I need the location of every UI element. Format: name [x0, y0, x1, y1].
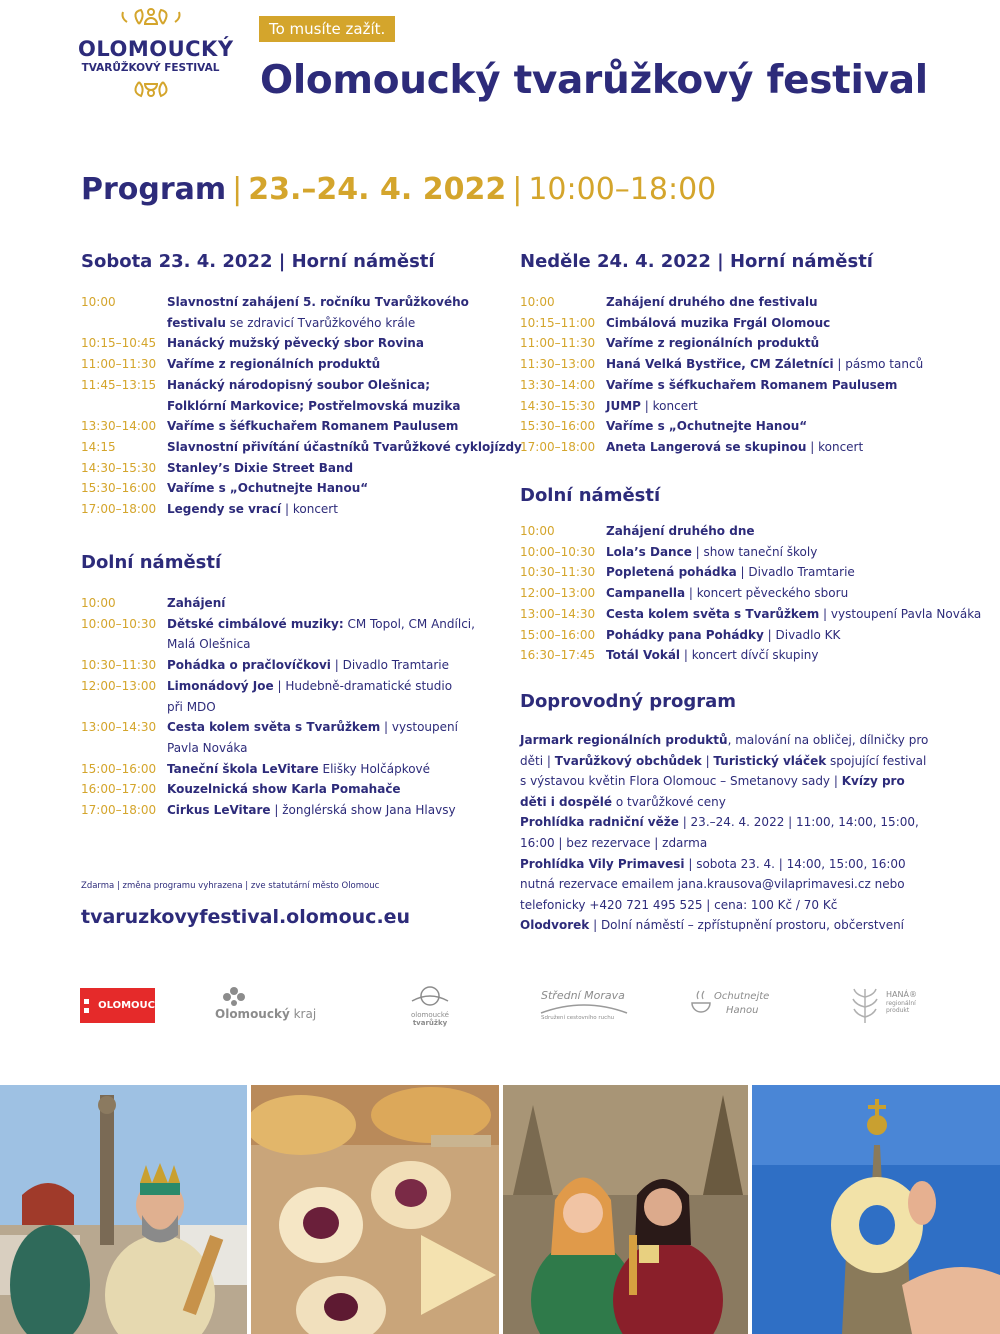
schedule-event: Vaříme s „Ochutnejte Hanou“: [167, 481, 369, 496]
page-title: Olomoucký tvarůžkový festival: [260, 58, 928, 103]
schedule-event: Kouzelnická show Karla Pomahače: [167, 782, 401, 797]
schedule-event: Taneční škola LeVitare: [167, 761, 319, 776]
schedule-detail: | koncert dívčí skupiny: [680, 648, 819, 663]
schedule-row: [81, 800, 491, 821]
saturday-schedule: [81, 292, 522, 520]
schedule-time: [81, 738, 167, 759]
accompanying-para: [520, 730, 930, 812]
footer-note: Zdarma | změna programu vyhrazena | zve statutární město Olomouc: [81, 881, 380, 891]
schedule-desc: [167, 313, 491, 334]
schedule-detail: se zdravicí Tvarůžkového krále: [225, 315, 416, 330]
photo-two-women: [503, 1085, 748, 1334]
photo-pastries: [251, 1085, 499, 1334]
schedule-detail: Malá Olešnica: [167, 637, 251, 652]
schedule-time: [81, 697, 167, 718]
schedule-desc: [606, 333, 940, 354]
accompanying-program: [520, 730, 930, 936]
schedule-desc: [167, 375, 491, 396]
accompanying-para: [520, 812, 930, 853]
schedule-event: Zahájení druhého dne: [606, 524, 755, 538]
schedule-desc: [167, 655, 491, 676]
schedule-time: 13:00–14:30: [520, 606, 596, 621]
schedule-detail: | vystoupení: [380, 720, 458, 735]
schedule-event: Vaříme s „Ochutnejte Hanou“: [606, 419, 808, 434]
schedule-event: Slavnostní zahájení 5. ročníku Tvarůžkového: [167, 295, 469, 309]
schedule-event: Campanella: [606, 586, 686, 601]
schedule-time: 16:30–17:45: [520, 648, 596, 663]
hana-regionalni-produkt-logo: [848, 985, 940, 1025]
olomoucke-tvaruzky-logo: [390, 985, 470, 1025]
schedule-row: [81, 478, 491, 499]
schedule-row: [520, 333, 940, 354]
schedule-time: 13:30–14:00: [520, 377, 596, 392]
program-label: Program: [81, 172, 227, 207]
morava-subtext: Sdružení cestovního ruchu: [541, 1015, 615, 1021]
schedule-detail: | Divadlo Tramtarie: [330, 658, 449, 673]
schedule-desc: [606, 583, 940, 604]
schedule-desc: [606, 396, 940, 417]
schedule-row: [520, 625, 940, 646]
schedule-desc: [606, 521, 940, 542]
ornament-top-icon: [101, 4, 201, 30]
schedule-row: [520, 437, 940, 458]
schedule-time: [81, 396, 167, 417]
hana-text-1: HANÁ®: [886, 990, 917, 999]
schedule-event: Vaříme s šéfkuchařem Romanem Paulusem: [606, 377, 898, 392]
accompanying-detail: spojující festival s výstavou květin Flora Olomouc – Smetanovy sady |: [520, 753, 927, 789]
schedule-time: 11:00–11:30: [520, 336, 596, 351]
schedule-detail: | koncert: [640, 398, 698, 413]
schedule-time: 10:00: [81, 596, 116, 610]
sunday-lower-schedule: [520, 521, 982, 666]
wheat-icon: [848, 985, 882, 1025]
schedule-desc: [167, 779, 491, 800]
schedule-desc: [167, 458, 491, 479]
schedule-time: 13:00–14:30: [81, 720, 157, 735]
kraj-text: [215, 1007, 316, 1021]
schedule-desc: [167, 292, 491, 313]
schedule-row: [81, 779, 491, 800]
olomouc-logo-text: OLOMOUC: [98, 1000, 155, 1011]
schedule-row: [520, 396, 940, 417]
schedule-event: Folklórní Markovice; Postřelmovská muzika: [167, 398, 461, 413]
schedule-time: 12:00–13:00: [520, 586, 596, 601]
schedule-time: 11:30–13:00: [520, 357, 596, 372]
program-sep: |: [232, 172, 243, 207]
schedule-row: [520, 292, 940, 313]
schedule-desc: [606, 645, 940, 666]
schedule-row: [81, 697, 491, 718]
schedule-desc: [606, 562, 940, 583]
schedule-event: festivalu: [167, 315, 226, 330]
schedule-time: 16:00–17:00: [81, 782, 157, 797]
schedule-desc: [167, 697, 491, 718]
morava-text: Střední Morava: [541, 989, 625, 1002]
website-link[interactable]: tvaruzkovyfestival.olomouc.eu: [81, 906, 411, 928]
schedule-row: [81, 676, 491, 697]
accompanying-item: Olodvorek: [520, 918, 590, 933]
schedule-desc: [167, 354, 491, 375]
accompanying-item: Jarmark regionálních produktů: [520, 733, 728, 747]
photo-strip: [0, 1085, 1000, 1334]
schedule-desc: [167, 676, 491, 697]
schedule-row: [81, 759, 491, 780]
schedule-time: 10:00: [520, 524, 555, 538]
schedule-time: 15:00–16:00: [81, 761, 157, 776]
schedule-event: Slavnostní přivítání účastníků Tvarůžkové cyklojízdy: [167, 439, 522, 454]
schedule-detail: | Hudebně-dramatické studio: [273, 678, 453, 693]
schedule-desc: [167, 478, 491, 499]
kraj-text-rest: kraj: [289, 1007, 317, 1021]
photo-royal-couple: [0, 1085, 247, 1334]
schedule-event: Cesta kolem světa s Tvarůžkem: [167, 720, 381, 735]
schedule-event: Zahájení: [167, 596, 226, 610]
schedule-desc: [167, 437, 522, 458]
saturday-heading: Sobota 23. 4. 2022 | Horní náměstí: [81, 251, 435, 272]
schedule-row: [81, 738, 491, 759]
schedule-row: [81, 499, 491, 520]
schedule-time: 10:30–11:30: [81, 658, 157, 673]
schedule-row: [81, 396, 491, 417]
schedule-desc: [606, 375, 940, 396]
schedule-row: [520, 542, 940, 563]
logo-title: OLOMOUCKÝ: [78, 37, 234, 61]
olomouc-squares-icon: [84, 999, 92, 1013]
accompanying-detail: |: [701, 753, 714, 768]
schedule-time: [81, 313, 167, 334]
schedule-row: [81, 614, 491, 635]
schedule-event: Lola’s Dance: [606, 544, 692, 559]
accompanying-heading: Doprovodný program: [520, 691, 737, 712]
schedule-desc: [167, 614, 491, 635]
stredni-morava-logo: [535, 985, 635, 1025]
tvaruzky-text-2: tvarůžky: [412, 1019, 448, 1027]
schedule-row: [81, 292, 491, 313]
accompanying-detail: | sobota 23. 4. | 14:00, 15:00, 16:00 nutná rezervace emailem jana.krausova@vilaprimavesi.cz nebo telefonicky +420 721 495 525 | cena: 100 Kč / 70 Kč: [520, 856, 906, 912]
tagline-badge: To musíte zažít.: [259, 16, 395, 42]
schedule-time: 10:15–10:45: [81, 336, 157, 351]
tvaruzky-text-1: olomoucké: [410, 1011, 449, 1019]
schedule-time: 14:30–15:30: [520, 398, 596, 413]
schedule-row: [520, 416, 940, 437]
schedule-time: 14:15: [81, 439, 116, 454]
hana-text-3: produkt: [886, 1007, 910, 1014]
schedule-row: [520, 604, 982, 625]
schedule-desc: [167, 396, 491, 417]
saturday-lower-schedule: [81, 593, 491, 821]
schedule-row: [81, 354, 491, 375]
schedule-event: Popletená pohádka: [606, 565, 737, 580]
schedule-desc: [167, 717, 491, 738]
schedule-detail: | žonglérská show Jana Hlavsy: [270, 803, 456, 818]
schedule-event: Zahájení druhého dne festivalu: [606, 295, 818, 309]
kraj-text-bold: Olomoucký: [215, 1007, 290, 1021]
schedule-row: [81, 313, 491, 334]
schedule-row: [81, 416, 491, 437]
schedule-event: Vaříme z regionálních produktů: [167, 357, 381, 372]
schedule-desc: [606, 292, 940, 313]
schedule-row: [81, 593, 491, 614]
schedule-desc: [167, 593, 491, 614]
schedule-event: Totál Vokál: [606, 648, 681, 663]
accompanying-item: Tvarůžkový obchůdek: [554, 753, 702, 768]
accompanying-detail: , malování na obličej, dílničky pro děti |: [520, 733, 929, 768]
schedule-desc: [606, 313, 940, 334]
schedule-detail: CM Topol, CM Andílci,: [343, 616, 475, 631]
olomoucky-kraj-logo: [215, 985, 335, 1025]
schedule-event: Hanácký mužský pěvecký sbor Rovina: [167, 336, 424, 351]
arc-icon: [539, 1001, 629, 1015]
schedule-event: Cimbálová muzika Frgál Olomouc: [606, 315, 831, 330]
schedule-event: Limonádový Joe: [167, 678, 274, 693]
schedule-row: [81, 634, 491, 655]
schedule-event: Dětské cimbálové muziky:: [167, 616, 344, 631]
sunday-schedule: [520, 292, 940, 458]
logo-subtitle: TVARŮŽKOVÝ FESTIVAL: [81, 62, 220, 74]
program-sep: |: [512, 172, 523, 207]
hanou-text-2: Hanou: [726, 1005, 759, 1016]
schedule-time: 15:00–16:00: [520, 627, 596, 642]
hana-text-2: regionální: [886, 1000, 916, 1007]
schedule-detail: | Divadlo KK: [763, 627, 841, 642]
schedule-detail: Elišky Holčápkové: [318, 761, 431, 776]
schedule-row: [520, 645, 940, 666]
schedule-time: 11:00–11:30: [81, 357, 157, 372]
festival-logo: [78, 4, 234, 109]
schedule-time: 10:00–10:30: [520, 544, 596, 559]
schedule-detail: | show taneční školy: [691, 544, 818, 559]
program-dates: 23.–24. 4. 2022: [248, 172, 507, 207]
schedule-event: Haná Velká Bystřice, CM Záletníci: [606, 357, 834, 372]
schedule-event: Cesta kolem světa s Tvarůžkem: [606, 606, 820, 621]
accompanying-detail: o tvarůžkové ceny: [612, 794, 726, 809]
schedule-row: [81, 717, 491, 738]
schedule-row: [520, 562, 940, 583]
schedule-desc: [606, 437, 940, 458]
schedule-desc: [167, 333, 491, 354]
schedule-time: 14:30–15:30: [81, 460, 157, 475]
seal-icon: [410, 985, 450, 1007]
program-hours: 10:00–18:00: [528, 172, 717, 207]
schedule-event: Pohádka o pračlovíčkovi: [167, 658, 331, 673]
schedule-event: Cirkus LeVitare: [167, 803, 271, 818]
saturday-lower-heading: Dolní náměstí: [81, 552, 222, 573]
schedule-event: Stanley’s Dixie Street Band: [167, 460, 354, 475]
schedule-time: 10:30–11:30: [520, 565, 596, 580]
program-line: [81, 172, 716, 207]
schedule-event: Pohádky pana Pohádky: [606, 627, 764, 642]
schedule-event: Hanácký národopisný soubor Olešnica;: [167, 377, 431, 392]
schedule-row: [81, 333, 491, 354]
olomouc-logo: [80, 988, 155, 1023]
schedule-time: 15:30–16:00: [81, 481, 157, 496]
schedule-event: JUMP: [606, 398, 641, 413]
sunday-heading: Neděle 24. 4. 2022 | Horní náměstí: [520, 251, 873, 272]
schedule-detail: | pásmo tanců: [833, 357, 924, 372]
schedule-event: Legendy se vrací: [167, 502, 282, 517]
schedule-desc: [167, 759, 491, 780]
schedule-event: Aneta Langerová se skupinou: [606, 439, 807, 454]
schedule-row: [520, 521, 940, 542]
schedule-row: [520, 375, 940, 396]
schedule-row: [520, 583, 940, 604]
schedule-time: 17:00–18:00: [520, 439, 596, 454]
accompanying-item: Turistický vláček: [713, 753, 827, 768]
bowl-icon: [690, 989, 712, 1019]
schedule-time: 10:00: [520, 295, 555, 309]
schedule-detail: | koncert: [806, 439, 864, 454]
schedule-time: 10:00: [81, 295, 116, 309]
schedule-detail: při MDO: [167, 699, 216, 714]
schedule-time: 12:00–13:00: [81, 678, 157, 693]
schedule-time: 13:30–14:00: [81, 419, 157, 434]
schedule-row: [81, 655, 491, 676]
schedule-desc: [606, 625, 940, 646]
schedule-row: [520, 354, 940, 375]
schedule-desc: [167, 738, 491, 759]
schedule-desc: [606, 542, 940, 563]
schedule-row: [81, 375, 491, 396]
schedule-desc: [606, 604, 981, 625]
ochutnejte-hanou-logo: [690, 985, 780, 1025]
schedule-time: 11:45–13:15: [81, 377, 157, 392]
ornament-bottom-icon: [101, 78, 201, 100]
accompanying-para: [520, 915, 930, 936]
schedule-time: 10:00–10:30: [81, 616, 157, 631]
schedule-time: 10:15–11:00: [520, 315, 596, 330]
schedule-row: [520, 313, 940, 334]
schedule-time: 17:00–18:00: [81, 803, 157, 818]
schedule-row: [81, 437, 522, 458]
schedule-desc: [167, 416, 491, 437]
schedule-detail: | vystoupení Pavla Nováka: [819, 606, 982, 621]
schedule-detail: | koncert: [281, 502, 338, 517]
hanou-text-1: Ochutnejte: [714, 991, 770, 1002]
accompanying-para: [520, 854, 930, 916]
photo-cheese-ring: [752, 1085, 1000, 1334]
schedule-time: [81, 634, 167, 655]
flower-icon: [219, 985, 249, 1009]
schedule-desc: [167, 499, 491, 520]
schedule-event: Vaříme s šéfkuchařem Romanem Paulusem: [167, 419, 459, 434]
accompanying-item: Prohlídka radniční věže: [520, 815, 679, 830]
schedule-detail: | Divadlo Tramtarie: [736, 565, 855, 580]
accompanying-detail: | 23.–24. 4. 2022 | 11:00, 14:00, 15:00, 16:00 | bez rezervace | zdarma: [520, 815, 919, 850]
schedule-time: 15:30–16:00: [520, 419, 596, 434]
schedule-detail: Pavla Nováka: [167, 740, 248, 755]
schedule-desc: [167, 634, 491, 655]
accompanying-detail: | Dolní náměstí – zpřístupnění prostoru, občerstvení: [589, 918, 905, 933]
sunday-lower-heading: Dolní náměstí: [520, 485, 661, 506]
schedule-desc: [167, 800, 491, 821]
accompanying-item: Prohlídka Vily Primavesi: [520, 856, 685, 871]
schedule-time: 17:00–18:00: [81, 502, 157, 517]
schedule-desc: [606, 354, 940, 375]
schedule-event: Vaříme z regionálních produktů: [606, 336, 820, 351]
schedule-desc: [606, 416, 940, 437]
partner-logos: [80, 985, 940, 1025]
schedule-detail: | koncert pěveckého sboru: [685, 586, 849, 601]
accompanying-item: Kvízy pro děti i dospělé: [520, 774, 905, 809]
schedule-row: [81, 458, 491, 479]
